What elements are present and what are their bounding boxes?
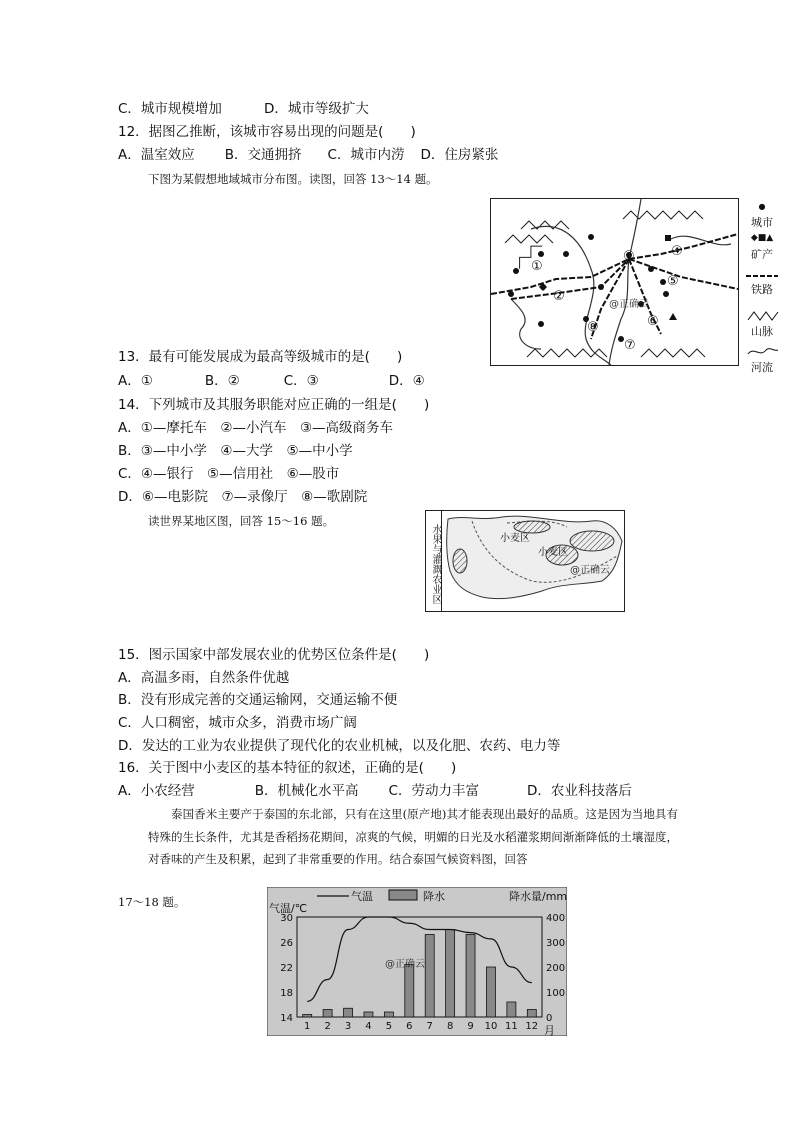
x-tick-label: 10 — [484, 1021, 498, 1032]
passage-tail: 17～18 题。 — [118, 895, 186, 909]
legend-railway — [742, 270, 782, 308]
y-left-tick-label: 30 — [280, 913, 293, 924]
world-map-watermark: @正确云 — [570, 565, 610, 576]
y-left-tick-label: 14 — [280, 1013, 293, 1024]
x-tick-label: 7 — [426, 1021, 433, 1032]
city-map-watermark: @正确云 — [609, 299, 649, 310]
q12-option-c: C．城市内涝 — [327, 147, 405, 163]
x-tick-label: 6 — [406, 1021, 413, 1032]
q14-option-c: C．④—银行 ⑤—信用社 ⑥—股市 — [118, 466, 340, 482]
legend-city-label: 城市 — [751, 216, 773, 229]
city-label-8: ⑧ — [587, 320, 599, 335]
y-left-tick-label: 26 — [280, 938, 293, 949]
q15-stem: 15．图示国家中部发展农业的优势区位条件是( ) — [118, 647, 430, 663]
legend-precip-label: 降水 — [423, 890, 445, 903]
climate-chart-svg — [267, 887, 567, 1036]
legend-precip-swatch — [389, 890, 417, 900]
q16-option-b: B．机械化水平高 — [254, 783, 359, 799]
wheat-area-label-2: 小麦区 — [538, 547, 568, 558]
y-left-label: 气温/℃ — [269, 902, 308, 915]
precip-bar-month-9 — [466, 935, 475, 1018]
legend-river-label: 河流 — [751, 361, 773, 374]
y-right-tick-label: 0 — [546, 1013, 553, 1024]
fruit-irrigation-label: 水果与灌溉农业区 — [426, 511, 442, 611]
q12-option-a: A．温室效应 — [118, 147, 195, 163]
y-right-tick-label: 400 — [546, 913, 566, 924]
q13-option-b: B．② — [204, 373, 240, 389]
river-icon — [744, 346, 780, 358]
y-right-tick-label: 200 — [546, 963, 566, 974]
legend-mountain-label: 山脉 — [751, 325, 773, 338]
q16-stem: 16．关于图中小麦区的基本特征的叙述，正确的是( ) — [118, 760, 457, 776]
city-map-drawing — [491, 199, 738, 365]
precip-bar-month-8 — [446, 930, 455, 1018]
world-region-map — [425, 510, 625, 612]
mine-square-icon — [665, 235, 671, 241]
mine-triangle-icon — [669, 313, 677, 320]
city-map-legend — [742, 200, 782, 384]
legend-railway-label: 铁路 — [751, 283, 773, 296]
q12-option-b: B．交通拥挤 — [224, 147, 302, 163]
x-tick-label: 8 — [446, 1021, 454, 1032]
mountain-icon — [744, 308, 780, 322]
q14-option-d: D．⑥—电影院 ⑦—录像厅 ⑧—歌剧院 — [118, 489, 368, 505]
city-distribution-map — [490, 198, 739, 366]
city-label-7: ⑦ — [624, 338, 636, 353]
city-label-4: ④ — [671, 244, 683, 259]
legend-mine-label: 矿产 — [751, 248, 773, 261]
q11-option-c: C．城市规模增加 — [118, 101, 222, 117]
x-tick-label: 3 — [344, 1021, 352, 1032]
wheat-area-label-1: 小麦区 — [500, 533, 530, 544]
city-label-1: ① — [531, 259, 543, 274]
x-tick-label: 11 — [505, 1021, 518, 1032]
q11-option-d: D．城市等级扩大 — [263, 101, 369, 117]
legend-temp-label: 气温 — [351, 890, 373, 903]
intro-13-14: 下图为某假想地域城市分布图。读图，回答 13～14 题。 — [148, 172, 438, 186]
world-map-drawing — [442, 511, 624, 611]
q11-options — [118, 100, 369, 118]
y-right-label: 降水量/mm — [509, 890, 567, 903]
q12-option-d: D．住房紧张 — [420, 147, 499, 163]
city-label-2: ② — [553, 289, 565, 304]
x-unit-label: 月 — [544, 1024, 555, 1036]
x-tick-label: 12 — [525, 1021, 539, 1032]
q14-option-b: B．③—中小学 ④—大学 ⑤—中小学 — [118, 443, 353, 459]
legend-river — [742, 346, 782, 384]
city-label-6: ⑥ — [647, 314, 659, 329]
precip-bar-month-11 — [507, 1002, 516, 1017]
q16-option-a: A．小农经营 — [118, 783, 195, 799]
city-dot-icon: ● — [758, 202, 766, 211]
q13-stem: 13．最有可能发展成为最高等级城市的是( ) — [118, 349, 403, 365]
x-tick-label: 4 — [365, 1021, 372, 1032]
x-tick-label: 2 — [324, 1021, 331, 1032]
q14-stem: 14．下列城市及其服务职能对应正确的一组是( ) — [118, 397, 430, 413]
precip-bar-month-4 — [364, 1012, 373, 1017]
y-right-tick-label: 100 — [546, 988, 566, 999]
q12-options — [118, 146, 498, 164]
y-left-tick-label: 18 — [280, 988, 293, 999]
q12-stem: 12．据图乙推断，该城市容易出现的问题是( ) — [118, 124, 416, 140]
q13-option-c: C．③ — [283, 373, 319, 389]
precip-bar-month-3 — [344, 1008, 353, 1017]
thailand-climate-chart — [267, 887, 567, 1036]
y-left-tick-label: 22 — [280, 963, 293, 974]
q16-options — [118, 782, 632, 800]
passage-17-18: 泰国香米主要产于泰国的东北部，只有在这里(原产地)其才能表现出最好的品质。这是因为当地具有特殊的生长条件，尤其是香稻扬花期间，凉爽的气候，明媚的日光及水稻灌浆期间渐渐降低的土壤湿度，对香味的产生及积累，起到了非常重要的作用。结合泰国气候资料图，回答 — [148, 807, 678, 866]
x-tick-label: 1 — [304, 1021, 311, 1032]
q16-option-d: D．农业科技落后 — [526, 783, 632, 799]
q15-option-a: A．高温多雨，自然条件优越 — [118, 670, 290, 686]
precip-bar-month-6 — [405, 965, 414, 1018]
railway-icon — [744, 272, 780, 280]
intro-15-16: 读世界某地区图，回答 15～16 题。 — [148, 514, 335, 528]
precip-bar-month-10 — [486, 967, 495, 1017]
q13-options — [118, 372, 425, 390]
precip-bar-month-12 — [527, 1010, 536, 1018]
x-tick-label: 5 — [385, 1021, 393, 1032]
q16-option-c: C．劳动力丰富 — [388, 783, 479, 799]
q13-option-a: A．① — [118, 373, 153, 389]
legend-mountain — [742, 308, 782, 346]
precip-bar-month-7 — [425, 935, 434, 1018]
x-tick-label: 9 — [467, 1021, 474, 1032]
q15-option-b: B．没有形成完善的交通运输网，交通运输不便 — [118, 692, 398, 708]
precip-bar-month-5 — [384, 1012, 393, 1017]
q13-option-d: D．④ — [388, 373, 425, 389]
precip-bar-month-1 — [303, 1015, 312, 1018]
city-label-3: ③ — [623, 249, 635, 264]
q15-option-d: D．发达的工业为农业提供了现代化的农业机械，以及化肥、农药、电力等 — [118, 738, 561, 754]
q14-option-a: A．①—摩托车 ②—小汽车 ③—高级商务车 — [118, 420, 394, 436]
precip-bar-month-2 — [323, 1010, 332, 1018]
q15-option-c: C．人口稠密，城市众多，消费市场广阔 — [118, 715, 357, 731]
y-right-tick-label: 300 — [546, 938, 566, 949]
city-label-5: ⑤ — [667, 274, 679, 289]
legend-mine — [742, 232, 782, 270]
chart-watermark: @正确云 — [385, 959, 425, 970]
railways — [491, 234, 738, 339]
mine-icons: ◆■▲ — [750, 233, 774, 243]
